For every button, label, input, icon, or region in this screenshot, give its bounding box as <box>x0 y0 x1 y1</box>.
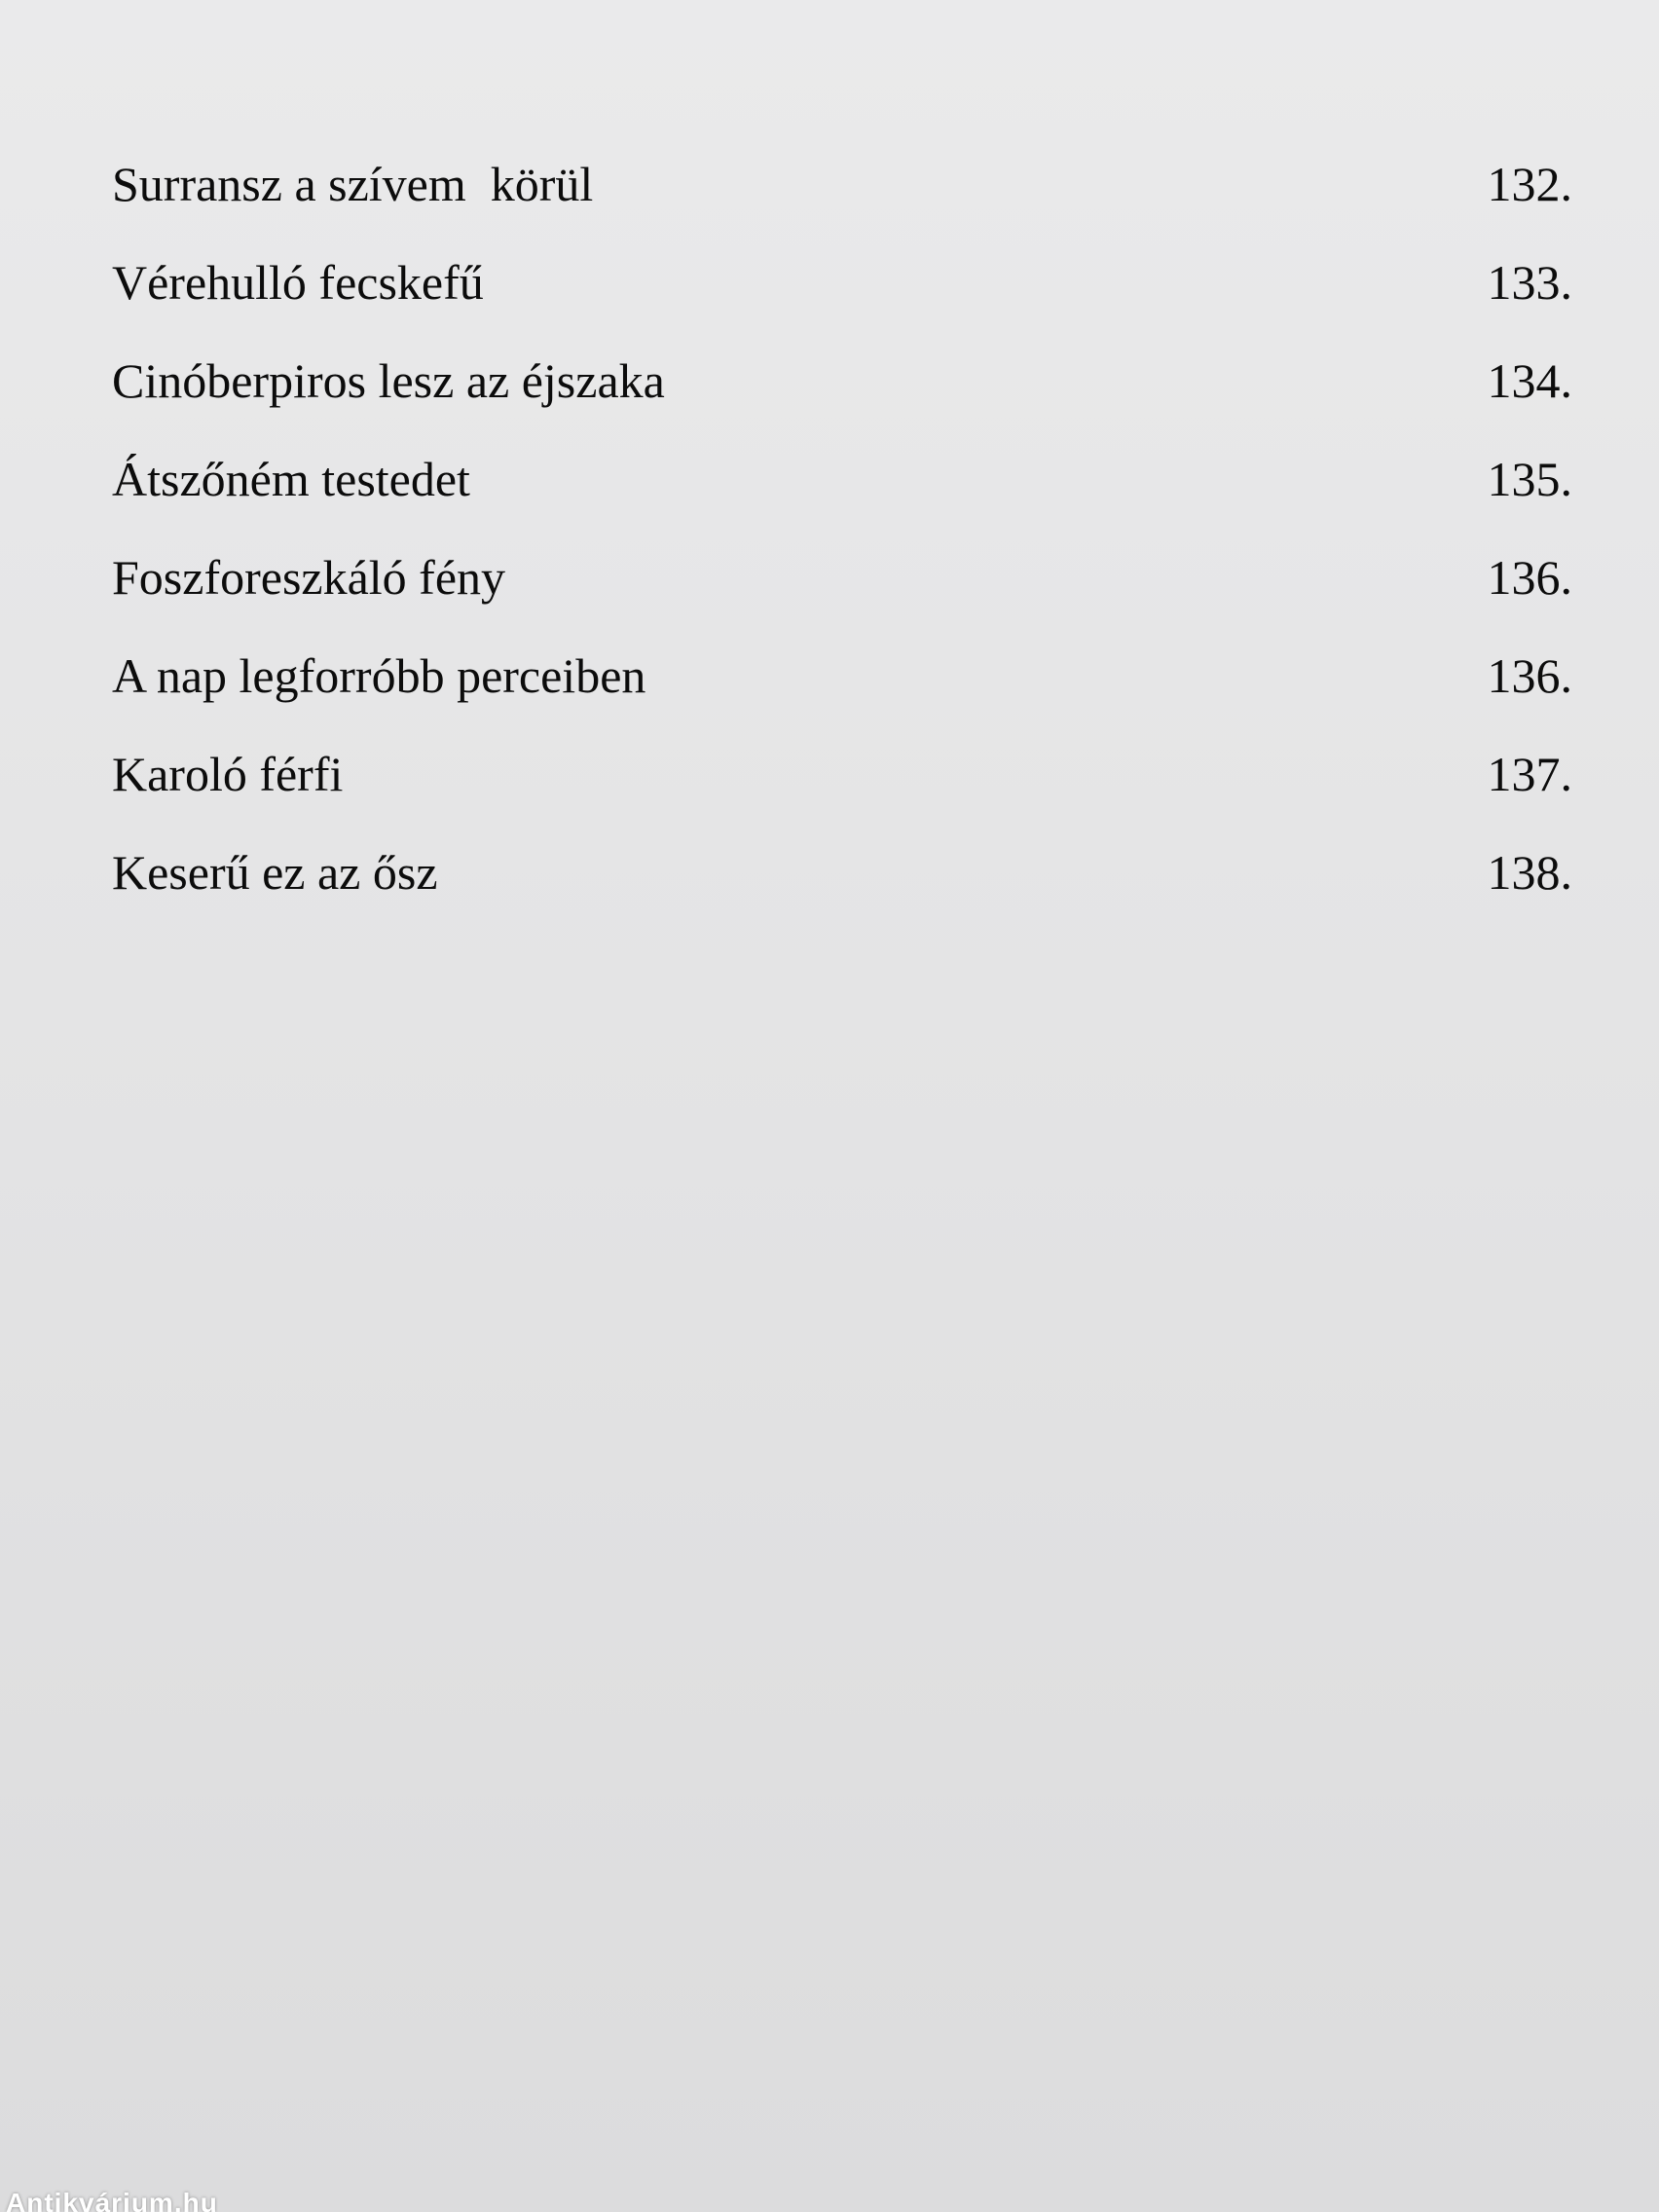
toc-entry-title: Cinóberpiros lesz az éjszaka <box>112 353 665 408</box>
toc-entry-page: 137. <box>1487 747 1572 801</box>
toc-entry <box>112 834 1572 933</box>
toc-entry-page: 136. <box>1487 550 1572 605</box>
toc-entry <box>112 736 1572 834</box>
toc-entry-page: 134. <box>1487 353 1572 408</box>
toc-entry <box>112 539 1572 638</box>
toc-entry-page: 133. <box>1487 255 1572 310</box>
toc-entry <box>112 244 1572 343</box>
toc-entry-title: Foszforeszkáló fény <box>112 550 506 605</box>
toc-entry-page: 132. <box>1487 157 1572 211</box>
toc-entry-page: 136. <box>1487 648 1572 703</box>
toc-entry <box>112 146 1572 244</box>
toc-entry-title: A nap legforróbb perceiben <box>112 648 646 703</box>
toc-entry-page: 135. <box>1487 452 1572 506</box>
toc-entry-page: 138. <box>1487 845 1572 900</box>
toc-entry <box>112 441 1572 539</box>
table-of-contents <box>112 146 1572 933</box>
toc-entry <box>112 343 1572 441</box>
watermark: Antikvárium.hu <box>6 2188 218 2212</box>
toc-entry <box>112 638 1572 736</box>
toc-entry-title: Surransz a szívem körül <box>112 157 594 211</box>
toc-entry-title: Karoló férfi <box>112 747 344 801</box>
toc-entry-title: Vérehulló fecskefű <box>112 255 484 310</box>
toc-entry-title: Átszőném testedet <box>112 452 470 506</box>
toc-entry-title: Keserű ez az ősz <box>112 845 438 900</box>
